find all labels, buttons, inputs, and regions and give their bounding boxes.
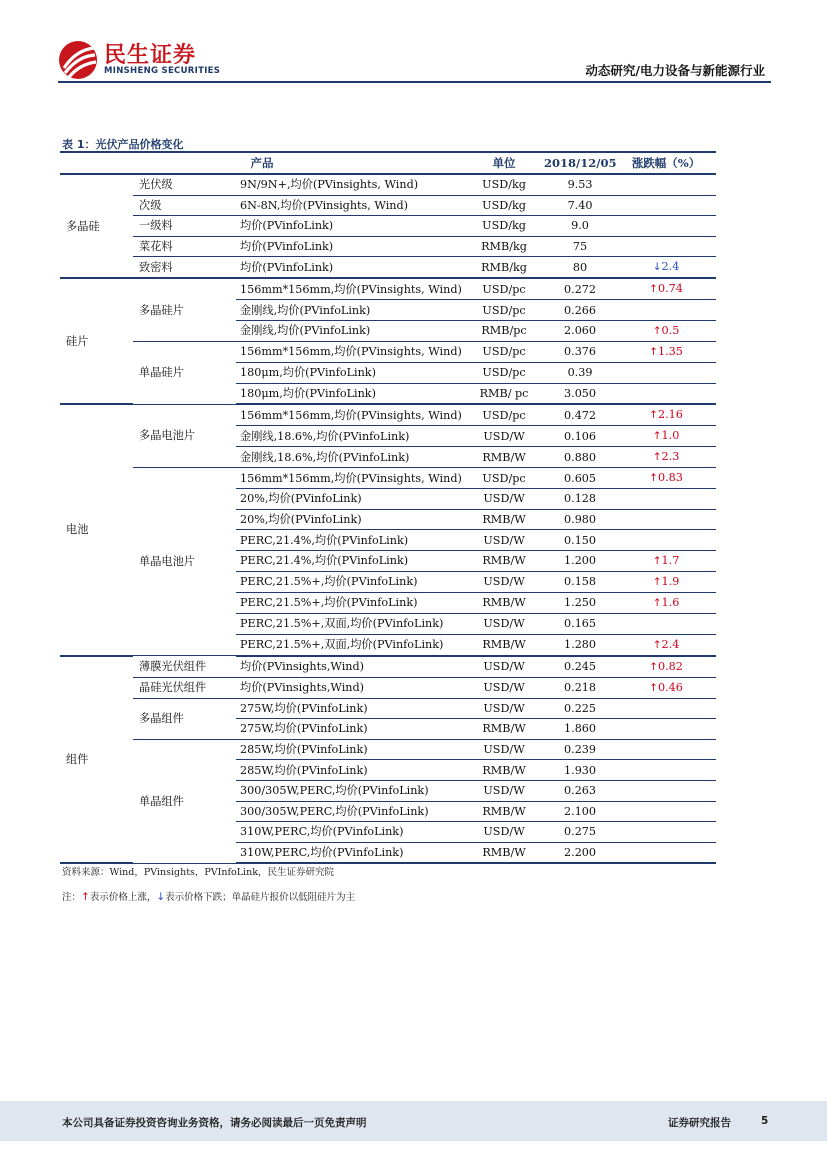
- table-row: [60, 698, 716, 719]
- description-cell: 均价(PVinfoLink): [236, 236, 464, 257]
- legend-up-text: 表示价格上涨，: [89, 892, 157, 903]
- change-value: 1.9: [661, 574, 680, 588]
- header-product: 产品: [60, 152, 464, 174]
- unit-cell: RMB/W: [464, 719, 544, 740]
- unit-cell: USD/pc: [464, 404, 544, 426]
- price-cell: 0.150: [544, 530, 616, 551]
- legend-down-text: 表示价格下跌；单晶硅片报价以低阻硅片为主: [165, 892, 356, 903]
- change-cell: [616, 236, 716, 257]
- table-row: [60, 468, 716, 489]
- description-cell: 180μm,均价(PVinfoLink): [236, 383, 464, 404]
- price-cell: 1.930: [544, 760, 616, 781]
- change-cell: [616, 634, 716, 656]
- price-cell: 1.860: [544, 719, 616, 740]
- change-cell: [616, 677, 716, 698]
- table-row: [60, 236, 716, 257]
- price-cell: 0.980: [544, 509, 616, 530]
- price-cell: 9.0: [544, 216, 616, 237]
- description-cell: 金刚线,18.6%,均价(PVinfoLink): [236, 426, 464, 447]
- price-cell: 0.239: [544, 739, 616, 760]
- change-cell: [616, 447, 716, 468]
- description-cell: 300/305W,PERC,均价(PVinfoLink): [236, 801, 464, 822]
- subcategory-cell: 光伏级: [133, 174, 236, 195]
- unit-cell: USD/W: [464, 780, 544, 801]
- up-arrow-icon: ↑: [649, 283, 658, 296]
- unit-cell: USD/W: [464, 698, 544, 719]
- change-value: 2.3: [661, 450, 680, 464]
- unit-cell: RMB/pc: [464, 320, 544, 341]
- unit-cell: RMB/W: [464, 842, 544, 863]
- description-cell: 20%,均价(PVinfoLink): [236, 489, 464, 510]
- price-cell: 0.158: [544, 571, 616, 592]
- change-cell: [616, 468, 716, 489]
- minsheng-logo-icon: [58, 40, 98, 80]
- change-cell: [616, 489, 716, 510]
- change-cell: [616, 174, 716, 195]
- unit-cell: USD/W: [464, 613, 544, 634]
- unit-cell: USD/W: [464, 656, 544, 678]
- subcategory-cell: 一级料: [133, 216, 236, 237]
- description-cell: PERC,21.5%+,双面,均价(PVinfoLink): [236, 613, 464, 634]
- price-cell: 9.53: [544, 174, 616, 195]
- legend-note: [62, 889, 355, 903]
- change-cell: [616, 278, 716, 300]
- change-value: 0.5: [661, 323, 680, 337]
- subcategory-cell: 多晶电池片: [133, 404, 236, 468]
- description-cell: PERC,21.4%,均价(PVinfoLink): [236, 530, 464, 551]
- footer-disclaimer: 本公司具备证券投资咨询业务资格，请务必阅读最后一页免责声明: [62, 1117, 367, 1129]
- change-value: 0.46: [657, 680, 683, 694]
- down-arrow-icon: ↓: [652, 261, 662, 274]
- table-row: [60, 656, 716, 678]
- price-cell: 75: [544, 236, 616, 257]
- unit-cell: USD/kg: [464, 195, 544, 216]
- unit-cell: USD/pc: [464, 362, 544, 383]
- change-cell: [616, 739, 716, 760]
- description-cell: 20%,均价(PVinfoLink): [236, 509, 464, 530]
- description-cell: PERC,21.5%+,双面,均价(PVinfoLink): [236, 634, 464, 656]
- up-arrow-icon: ↑: [652, 451, 662, 464]
- change-cell: [616, 550, 716, 571]
- change-cell: [616, 656, 716, 678]
- change-cell: [616, 216, 716, 237]
- change-cell: [616, 719, 716, 740]
- up-arrow-icon: ↑: [652, 554, 662, 567]
- description-cell: 均价(PVinsights,Wind): [236, 677, 464, 698]
- subcategory-cell: 次级: [133, 195, 236, 216]
- price-cell: 2.060: [544, 320, 616, 341]
- unit-cell: USD/W: [464, 426, 544, 447]
- report-section: 动态研究/电力设备与新能源行业: [585, 63, 765, 78]
- subcategory-cell: 致密料: [133, 257, 236, 279]
- unit-cell: USD/kg: [464, 174, 544, 195]
- unit-cell: RMB/W: [464, 509, 544, 530]
- price-cell: 1.200: [544, 550, 616, 571]
- up-arrow-icon: ↑: [652, 324, 662, 337]
- up-arrow-icon: ↑: [652, 596, 662, 609]
- unit-cell: RMB/W: [464, 760, 544, 781]
- description-cell: 均价(PVinsights,Wind): [236, 656, 464, 678]
- description-cell: PERC,21.5%+,均价(PVinfoLink): [236, 592, 464, 613]
- price-cell: 0.245: [544, 656, 616, 678]
- unit-cell: USD/W: [464, 677, 544, 698]
- price-cell: 0.128: [544, 489, 616, 510]
- description-cell: 156mm*156mm,均价(PVinsights, Wind): [236, 341, 464, 362]
- price-cell: 0.106: [544, 426, 616, 447]
- down-arrow-icon: ↓: [156, 891, 166, 903]
- change-cell: [616, 801, 716, 822]
- change-value: 1.0: [661, 429, 680, 443]
- unit-cell: USD/W: [464, 530, 544, 551]
- price-cell: 0.272: [544, 278, 616, 300]
- description-cell: 9N/9N+,均价(PVinsights, Wind): [236, 174, 464, 195]
- change-cell: [616, 530, 716, 551]
- table-row: [60, 341, 716, 362]
- description-cell: 285W,均价(PVinfoLink): [236, 760, 464, 781]
- unit-cell: USD/kg: [464, 216, 544, 237]
- price-cell: 0.376: [544, 341, 616, 362]
- change-cell: [616, 320, 716, 341]
- description-cell: 金刚线,均价(PVinfoLink): [236, 320, 464, 341]
- unit-cell: USD/W: [464, 822, 544, 843]
- change-value: 0.82: [657, 659, 683, 673]
- subcategory-cell: 单晶硅片: [133, 341, 236, 404]
- up-arrow-icon: ↑: [649, 660, 658, 673]
- price-cell: 80: [544, 257, 616, 279]
- change-value: 2.16: [657, 408, 683, 422]
- description-cell: 310W,PERC,均价(PVinfoLink): [236, 822, 464, 843]
- change-cell: [616, 780, 716, 801]
- change-cell: [616, 592, 716, 613]
- description-cell: 275W,均价(PVinfoLink): [236, 719, 464, 740]
- price-cell: 0.266: [544, 300, 616, 321]
- change-cell: [616, 383, 716, 404]
- subcategory-cell: 单晶电池片: [133, 468, 236, 656]
- subcategory-cell: 多晶硅片: [133, 278, 236, 341]
- subcategory-cell: 晶硅光伏组件: [133, 677, 236, 698]
- unit-cell: RMB/kg: [464, 236, 544, 257]
- table-row: [60, 739, 716, 760]
- table-row: [60, 257, 716, 279]
- table-row: [60, 216, 716, 237]
- unit-cell: RMB/kg: [464, 257, 544, 279]
- unit-cell: USD/pc: [464, 468, 544, 489]
- table-row: [60, 174, 716, 195]
- unit-cell: RMB/W: [464, 592, 544, 613]
- price-cell: 2.200: [544, 842, 616, 863]
- category-cell: 硅片: [60, 278, 133, 404]
- price-cell: 0.263: [544, 780, 616, 801]
- up-arrow-icon: ↑: [652, 638, 662, 651]
- description-cell: 金刚线,均价(PVinfoLink): [236, 300, 464, 321]
- change-value: 0.83: [657, 471, 683, 485]
- change-cell: [616, 404, 716, 426]
- subcategory-cell: 薄膜光伏组件: [133, 656, 236, 678]
- up-arrow-icon: ↑: [649, 345, 658, 358]
- unit-cell: USD/W: [464, 489, 544, 510]
- legend-prefix: 注：: [62, 892, 82, 903]
- change-value: 0.74: [657, 282, 683, 296]
- unit-cell: USD/pc: [464, 278, 544, 300]
- description-cell: 均价(PVinfoLink): [236, 216, 464, 237]
- price-table-container: [60, 151, 716, 864]
- unit-cell: RMB/W: [464, 801, 544, 822]
- subcategory-cell: 多晶组件: [133, 698, 236, 739]
- page-number: 5: [761, 1115, 769, 1127]
- table-header-row: [60, 152, 716, 174]
- source-note: 资料来源：Wind，PVinsights，PVInfoLink，民生证券研究院: [62, 867, 334, 878]
- description-cell: 均价(PVinfoLink): [236, 257, 464, 279]
- category-cell: 多晶硅: [60, 174, 133, 278]
- up-arrow-icon: ↑: [649, 472, 658, 485]
- unit-cell: USD/pc: [464, 300, 544, 321]
- unit-cell: USD/W: [464, 571, 544, 592]
- description-cell: PERC,21.4%,均价(PVinfoLink): [236, 550, 464, 571]
- header-unit: 单位: [464, 152, 544, 174]
- brand-name-en: MINSHENG SECURITIES: [104, 66, 221, 76]
- unit-cell: RMB/W: [464, 550, 544, 571]
- price-cell: 0.605: [544, 468, 616, 489]
- up-arrow-icon: ↑: [649, 409, 658, 422]
- change-cell: [616, 509, 716, 530]
- subcategory-cell: 单晶组件: [133, 739, 236, 863]
- table-row: [60, 404, 716, 426]
- change-value: 1.7: [661, 553, 680, 567]
- price-cell: 7.40: [544, 195, 616, 216]
- pv-price-table: [60, 151, 716, 864]
- table-row: [60, 677, 716, 698]
- up-arrow-icon: ↑: [652, 575, 662, 588]
- price-cell: 0.880: [544, 447, 616, 468]
- brand-name-cn: 民生证券: [104, 43, 197, 68]
- description-cell: 180μm,均价(PVinfoLink): [236, 362, 464, 383]
- description-cell: 156mm*156mm,均价(PVinsights, Wind): [236, 404, 464, 426]
- change-cell: [616, 613, 716, 634]
- subcategory-cell: 菜花料: [133, 236, 236, 257]
- description-cell: 156mm*156mm,均价(PVinsights, Wind): [236, 278, 464, 300]
- price-cell: 0.472: [544, 404, 616, 426]
- change-value: 2.4: [661, 260, 680, 274]
- change-value: 1.35: [657, 344, 683, 358]
- page-footer: [0, 1101, 827, 1141]
- change-cell: [616, 300, 716, 321]
- unit-cell: RMB/W: [464, 447, 544, 468]
- footer-report-type: 证券研究报告: [668, 1117, 731, 1129]
- unit-cell: USD/pc: [464, 341, 544, 362]
- page-header: [0, 0, 827, 84]
- description-cell: 285W,均价(PVinfoLink): [236, 739, 464, 760]
- up-arrow-icon: ↑: [652, 430, 662, 443]
- price-cell: 2.100: [544, 801, 616, 822]
- description-cell: 275W,均价(PVinfoLink): [236, 698, 464, 719]
- price-cell: 3.050: [544, 383, 616, 404]
- description-cell: 156mm*156mm,均价(PVinsights, Wind): [236, 468, 464, 489]
- change-value: 2.4: [661, 637, 680, 651]
- description-cell: 金刚线,18.6%,均价(PVinfoLink): [236, 447, 464, 468]
- description-cell: PERC,21.5%+,均价(PVinfoLink): [236, 571, 464, 592]
- change-cell: [616, 257, 716, 279]
- price-cell: 1.280: [544, 634, 616, 656]
- price-cell: 0.275: [544, 822, 616, 843]
- change-cell: [616, 362, 716, 383]
- table-row: [60, 195, 716, 216]
- price-cell: 1.250: [544, 592, 616, 613]
- description-cell: 310W,PERC,均价(PVinfoLink): [236, 842, 464, 863]
- description-cell: 300/305W,PERC,均价(PVinfoLink): [236, 780, 464, 801]
- change-cell: [616, 698, 716, 719]
- change-cell: [616, 195, 716, 216]
- category-cell: 组件: [60, 656, 133, 864]
- table-title: 表 1：光伏产品价格变化: [62, 138, 184, 151]
- price-cell: 0.218: [544, 677, 616, 698]
- change-cell: [616, 842, 716, 863]
- price-cell: 0.165: [544, 613, 616, 634]
- unit-cell: RMB/W: [464, 634, 544, 656]
- header-divider: [58, 81, 771, 83]
- change-cell: [616, 426, 716, 447]
- change-value: 1.6: [661, 595, 680, 609]
- header-date: 2018/12/05: [544, 152, 616, 174]
- table-body: [60, 174, 716, 863]
- category-cell: 电池: [60, 404, 133, 655]
- change-cell: [616, 571, 716, 592]
- change-cell: [616, 822, 716, 843]
- up-arrow-icon: ↑: [649, 681, 658, 694]
- change-cell: [616, 341, 716, 362]
- change-cell: [616, 760, 716, 781]
- unit-cell: RMB/ pc: [464, 383, 544, 404]
- unit-cell: USD/W: [464, 739, 544, 760]
- up-arrow-icon: ↑: [81, 891, 90, 903]
- description-cell: 6N-8N,均价(PVinsights, Wind): [236, 195, 464, 216]
- price-cell: 0.225: [544, 698, 616, 719]
- price-cell: 0.39: [544, 362, 616, 383]
- header-change: 涨跌幅（%）: [616, 152, 716, 174]
- table-row: [60, 278, 716, 300]
